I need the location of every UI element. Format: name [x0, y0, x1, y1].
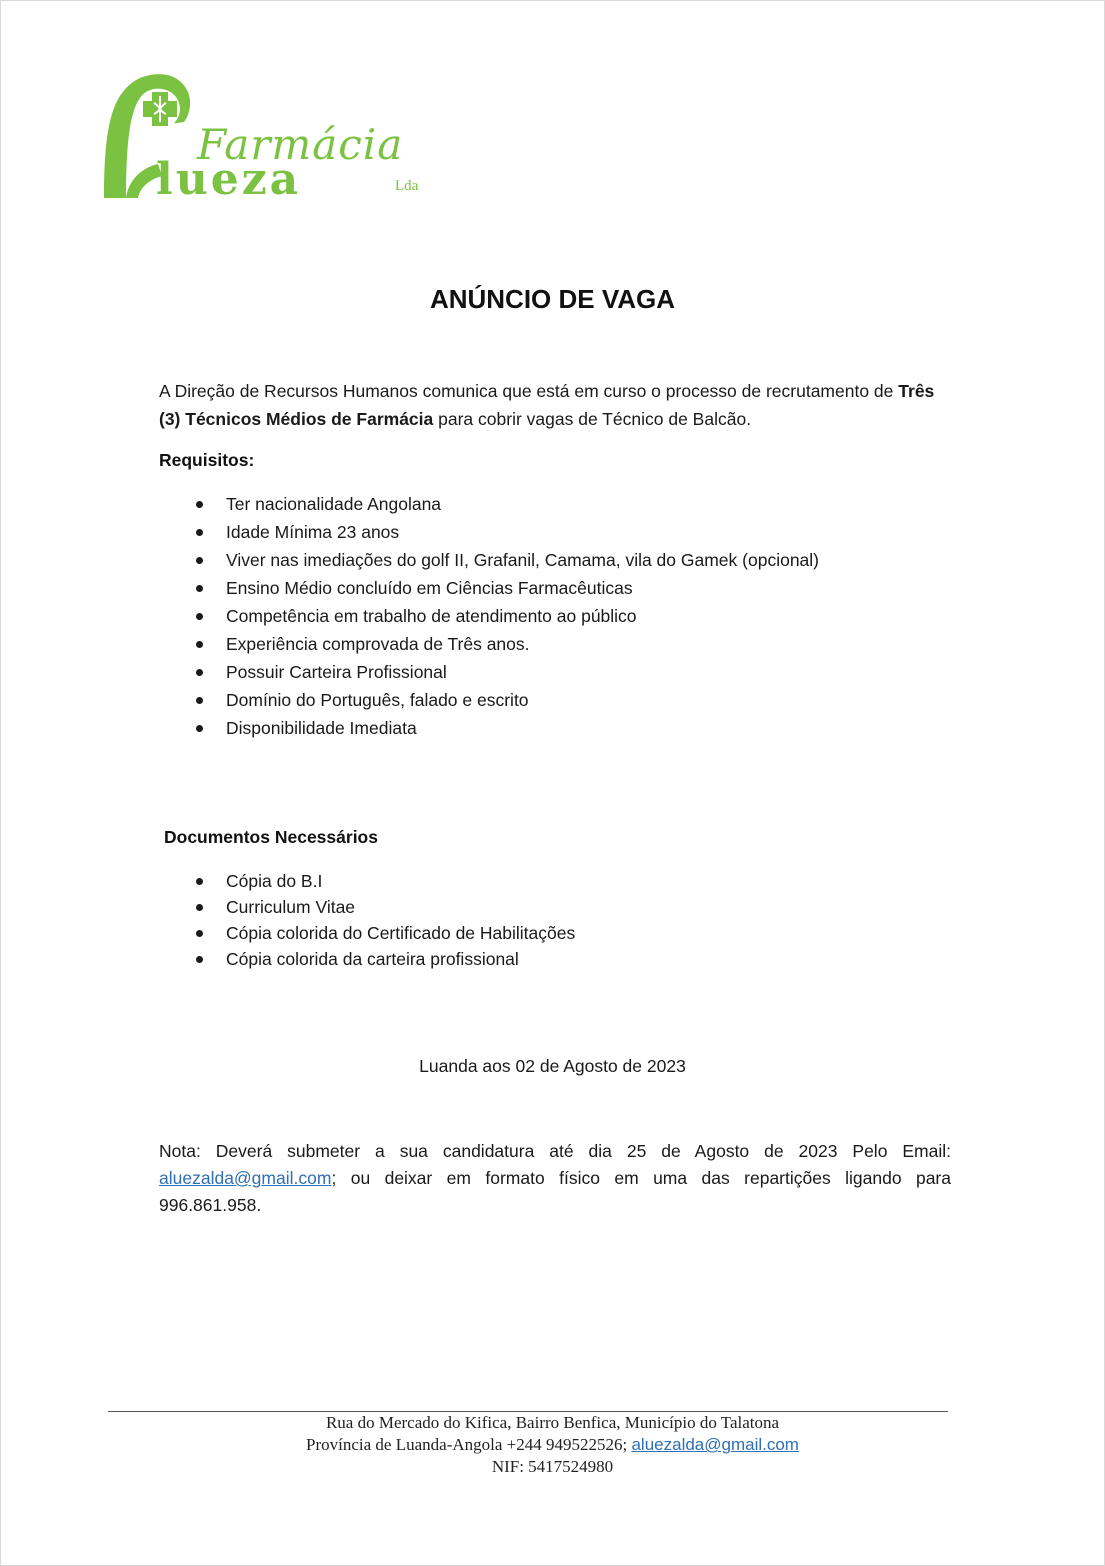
list-item: Ter nacionalidade Angolana: [160, 490, 819, 518]
footer-contact-text: Província de Luanda-Angola +244 949522526;: [306, 1435, 628, 1454]
footer-email-link[interactable]: aluezalda@gmail.com: [631, 1435, 799, 1454]
logo-name-line2: lueza: [156, 154, 302, 205]
intro-text-bold: Três (3) Técnicos Médios de Farmácia: [159, 381, 935, 429]
list-item: Cópia do B.I: [160, 868, 575, 894]
list-item: Possuir Carteira Profissional: [160, 658, 819, 686]
intro-text-start: A Direção de Recursos Humanos comunica que está em curso o processo de recrutamento de: [159, 381, 894, 401]
list-item: Idade Mínima 23 anos: [160, 518, 819, 546]
date-line: Luanda aos 02 de Agosto de 2023: [419, 1056, 686, 1076]
footer: [0, 1412, 1105, 1478]
intro-paragraph: [159, 377, 949, 433]
nota-paragraph: [159, 1138, 951, 1219]
logo-suffix: Lda: [395, 178, 419, 194]
list-item: Curriculum Vitae: [160, 894, 575, 920]
company-logo: [100, 72, 440, 205]
nota-text-start: Nota: Deverá submeter a sua candidatura até dia 25 de Agosto de 2023 Pelo Email:: [159, 1141, 951, 1161]
list-item: Viver nas imediações do golf II, Grafanil, Camama, vila do Gamek (opcional): [160, 546, 819, 574]
documents-list: [160, 868, 575, 972]
footer-contact: [0, 1434, 1105, 1456]
intro-text-end: para cobrir vagas de Técnico de Balcão.: [438, 409, 752, 429]
nota-email-link[interactable]: aluezalda@gmail.com: [159, 1168, 332, 1188]
logo-name-line1: Farmácia: [197, 120, 404, 169]
documents-heading: Documentos Necessários: [164, 827, 378, 847]
list-item: Domínio do Português, falado e escrito: [160, 686, 819, 714]
list-item: Ensino Médio concluído em Ciências Farmacêuticas: [160, 574, 819, 602]
footer-nif: NIF: 5417524980: [491, 1457, 614, 1476]
list-item: Cópia colorida do Certificado de Habilitações: [160, 920, 575, 946]
page-title: ANÚNCIO DE VAGA: [429, 284, 676, 314]
list-item: Cópia colorida da carteira profissional: [160, 946, 575, 972]
list-item: Disponibilidade Imediata: [160, 714, 819, 742]
requirements-heading: Requisitos:: [159, 450, 255, 470]
nota-text-end: ; ou deixar em formato físico em uma das repartições ligando para 996.861.958.: [159, 1168, 951, 1215]
list-item: Competência em trabalho de atendimento ao público: [160, 602, 819, 630]
list-item: Experiência comprovada de Três anos.: [160, 630, 819, 658]
footer-address: Rua do Mercado do Kifica, Bairro Benfica, Município do Talatona: [325, 1413, 780, 1432]
requirements-list: [160, 490, 819, 742]
